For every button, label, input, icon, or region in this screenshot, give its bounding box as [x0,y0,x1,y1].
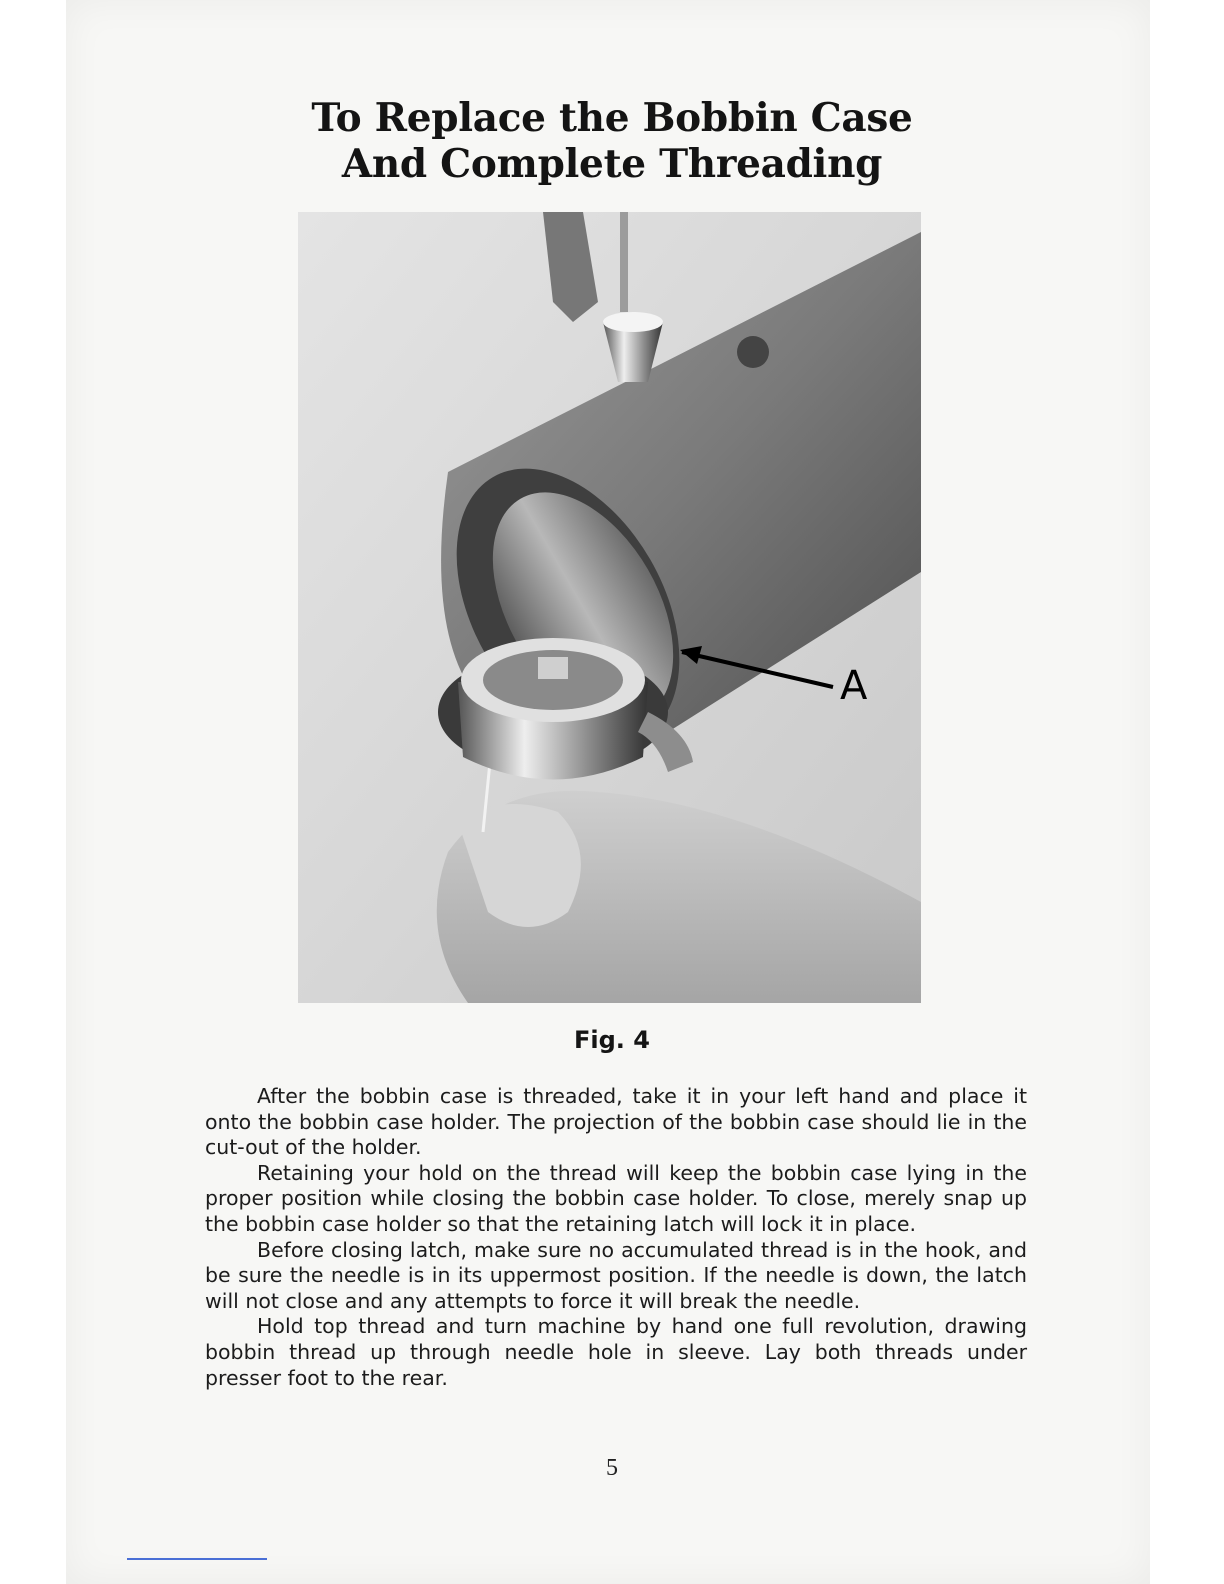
paragraph-4: Hold top thread and turn machine by hand one full revolution, drawing bobbin thread up through needle hole in sleeve. Lay both threads under presser foot to the rear. [205,1314,1027,1390]
paragraph-1: After the bobbin case is threaded, take it in your left hand and place it onto the bobbin case holder. The projection of the bobbin case should lie in the cut-out of the holder. [205,1084,1027,1160]
figure-caption: Fig. 4 [574,1026,650,1054]
title-line-1: To Replace the Bobbin Case [311,95,913,141]
bobbin-case-photo [298,212,921,1003]
figure-label-a: A [840,663,868,709]
paragraph-2: Retaining your hold on the thread will keep the bobbin case lying in the proper position while closing the bobbin case holder. To close, merely snap up the bobbin case holder so that the retaining latch will lock it in place. [205,1160,1027,1236]
instruction-text [205,1084,1027,1391]
page-title [0,95,1224,187]
scan-margin-left [0,0,66,1584]
page-number: 5 [606,1455,618,1481]
title-line-2: And Complete Threading [341,141,883,187]
scan-margin-right [1150,0,1224,1584]
paragraph-3: Before closing latch, make sure no accumulated thread is in the hook, and be sure the needle is in its uppermost position. If the needle is down, the latch will not close and any attempts to force it will break the needle. [205,1237,1027,1313]
scan-artifact-line [127,1558,267,1560]
